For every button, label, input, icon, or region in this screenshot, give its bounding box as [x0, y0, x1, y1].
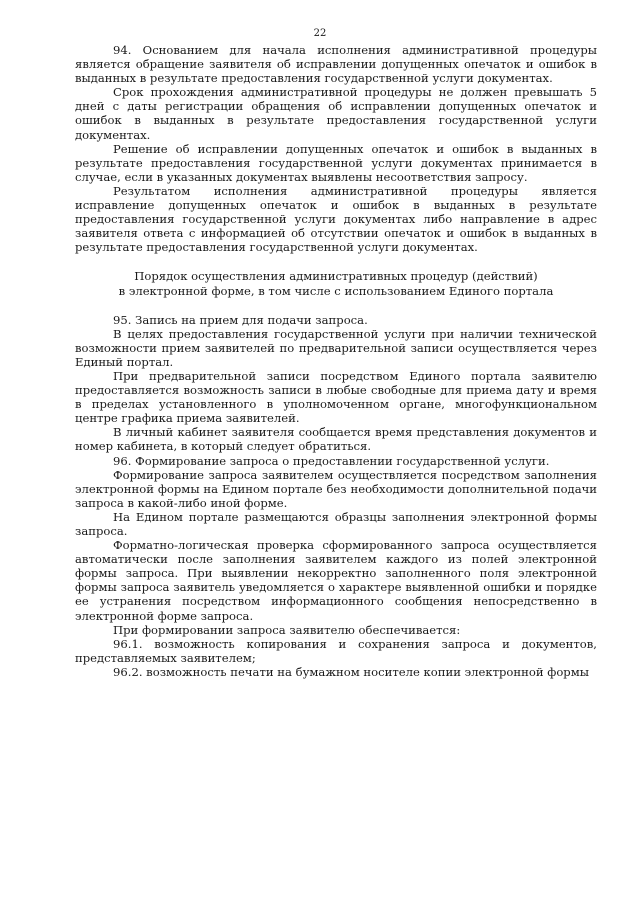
paragraph-form-filling: Формирование запроса заявителем осуществляется посредством заполнения электронной формы на Едином портале без необходимости дополнительной подачи запроса в какой-либо иной форме. — [75, 467, 597, 510]
paragraph-result: Результатом исполнения административной процедуры является исправление допущенных опечаток и ошибок в выданных в результате предоставления государственной услуги документах либо направление в адрес заявителя ответа с информацией об отсутствии опечаток и ошибок в выданных в результате предоставления государственной услуги документах. — [75, 183, 597, 255]
paragraph-appointment: В целях предоставления государственной услуги при наличии технической возможности прием заявителей по предварительной записи осуществляется через Единый портал. — [75, 326, 597, 369]
paragraph-deadline: Срок прохождения административной процедуры не должен превышать 5 дней с даты регистрации обращения об исправлении допущенных опечаток и ошибок в выданных в результате предоставления государственной услуги документах. — [75, 85, 597, 142]
section-heading-line-2: в электронной форме, в том числе с использованием Единого портала — [118, 283, 554, 298]
paragraph-94: 94. Основанием для начала исполнения административной процедуры является обращение заявителя об исправлении допущенных опечаток и ошибок в выданных в результате предоставления государственной услуги документах. — [75, 43, 597, 86]
paragraph-provided: При формировании запроса заявителю обеспечивается: — [113, 622, 461, 637]
section-heading-line-1: Порядок осуществления административных процедур (действий) — [134, 269, 538, 284]
paragraph-preregistration: При предварительной записи посредством Единого портала заявителю предоставляется возможность записи в любые свободные для приема дату и время в пределах установленного в уполномоченном органе, многофункциональном центре графика приема заявителей. — [75, 368, 597, 426]
page-number: 22 — [313, 28, 327, 39]
paragraph-96-1: 96.1. возможность копирования и сохранения запроса и документов, представляемых заявителем; — [75, 636, 597, 665]
paragraph-decision: Решение об исправлении допущенных опечаток и ошибок в выданных в результате предоставления государственной услуги документах принимается в случае, если в указанных документах выявлены несоответствия запросу. — [75, 141, 597, 184]
paragraph-validation: Форматно-логическая проверка сформированного запроса осуществляется автоматически после заполнения заявителем каждого из полей электронной формы запроса. При выявлении некорректно заполненного поля электронной формы запроса заявитель уведомляется о характере выявленной ошибки и порядке ее устранения посредством информационного сообщения непосредственно в электронной форме запроса. — [75, 538, 597, 623]
paragraph-96: 96. Формирование запроса о предоставлении государственной услуги. — [113, 453, 550, 468]
paragraph-95: 95. Запись на прием для подачи запроса. — [113, 312, 368, 327]
section-heading — [75, 269, 597, 297]
paragraph-96-2: 96.2. возможность печати на бумажном носителе копии электронной формы — [113, 664, 589, 679]
paragraph-personal-account: В личный кабинет заявителя сообщается время представления документов и номер кабинета, в который следует обратиться. — [75, 425, 597, 454]
paragraph-samples: На Едином портале размещаются образцы заполнения электронной формы запроса. — [75, 509, 597, 538]
document-body — [75, 43, 597, 679]
